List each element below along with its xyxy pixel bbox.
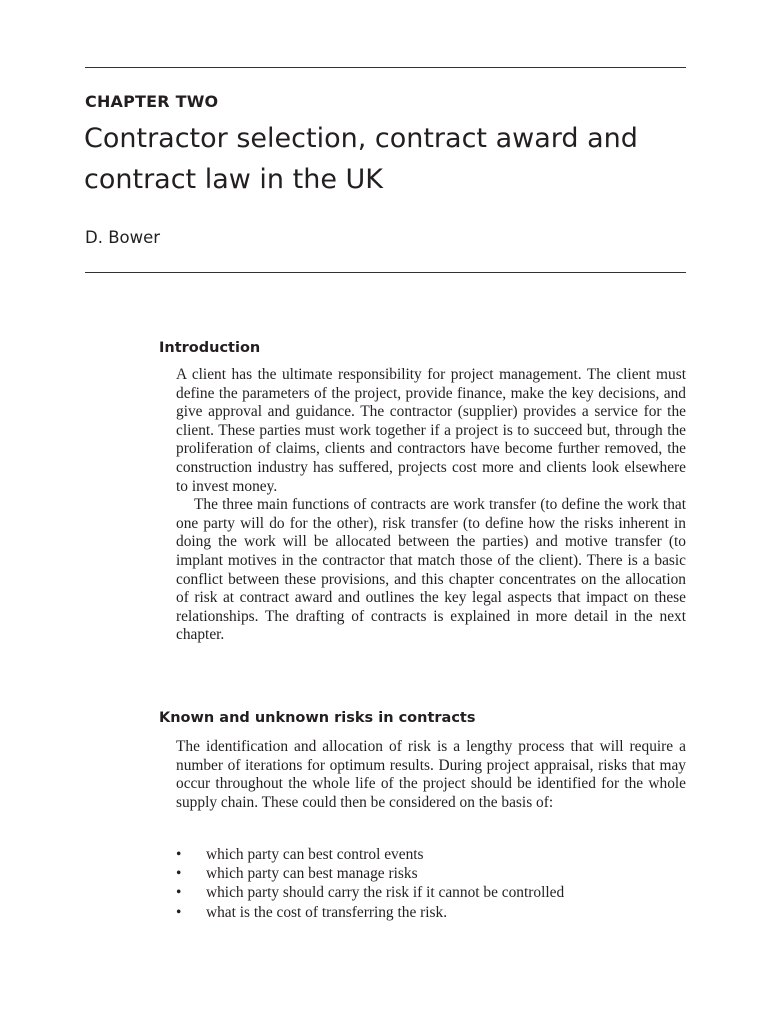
- bullet-icon: •: [176, 865, 182, 883]
- section-heading-introduction: Introduction: [159, 340, 261, 356]
- paragraph: The identification and allocation of risk is a lengthy process that will require a number of iterations for optimum results. During project appraisal, risks that may occur throughout the whole life of the project should be identified for the whole supply chain. These could then be considered on the basis of:: [176, 738, 686, 811]
- section-heading-known-unknown-risks: Known and unknown risks in contracts: [159, 710, 476, 726]
- introduction-body: [176, 366, 686, 645]
- list-item: [176, 845, 696, 864]
- list-item-text: which party can best manage risks: [206, 865, 418, 883]
- risk-criteria-list: [176, 845, 696, 922]
- bullet-icon: •: [176, 884, 182, 902]
- chapter-label: CHAPTER TWO: [85, 92, 219, 111]
- list-item: [176, 903, 696, 922]
- top-divider: [85, 67, 686, 68]
- list-item-text: which party can best control events: [206, 846, 424, 863]
- list-item-text: what is the cost of transferring the risk.: [206, 903, 448, 921]
- author-name: D. Bower: [85, 228, 161, 247]
- title-divider: [85, 272, 686, 273]
- bullet-icon: •: [176, 903, 182, 921]
- bullet-icon: •: [176, 846, 182, 863]
- list-item: [176, 864, 696, 883]
- list-item: [176, 883, 696, 902]
- chapter-title: Contractor selection, contract award and contract law in the UK: [84, 123, 638, 195]
- paragraph: The three main functions of contracts are work transfer (to define the work that one party will do for the other), risk transfer (to define how the risks inherent in doing the work will be allocated between the parties) and motive transfer (to implant motives in the contractor that match those of the client). There is a basic conflict between these provisions, and this chapter concentrates on the allocation of risk at contract award and outlines the key legal aspects that impact on these relationships. The drafting of contracts is explained in more detail in the next chapter.: [176, 496, 686, 644]
- list-item-text: which party should carry the risk if it cannot be controlled: [206, 884, 565, 902]
- paragraph: A client has the ultimate responsibility for project management. The client must define the parameters of the project, provide finance, make the key decisions, and give approval and guidance. The contractor (supplier) provides a service for the client. These parties must work together if a project is to succeed but, through the proliferation of claims, clients and contractors have become further removed, the construction industry has suffered, projects cost more and clients look elsewhere to invest money.: [176, 366, 686, 495]
- risks-body: [176, 738, 686, 812]
